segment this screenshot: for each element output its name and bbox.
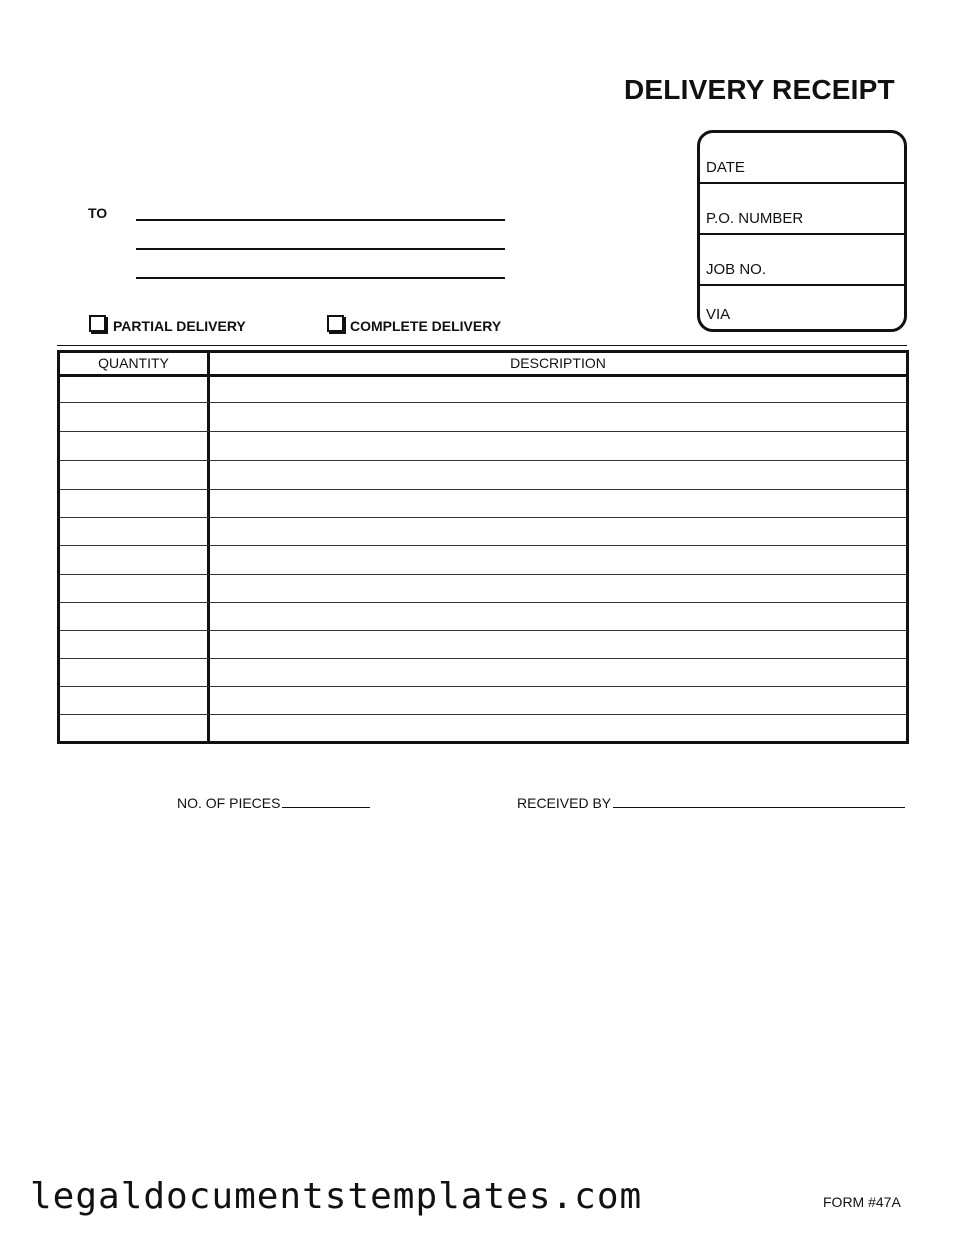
table-row[interactable] <box>60 714 906 715</box>
quantity-header: QUANTITY <box>98 355 169 371</box>
pieces-label: NO. OF PIECES <box>177 795 281 811</box>
job-number-field[interactable] <box>700 235 904 286</box>
table-row[interactable] <box>60 602 906 603</box>
date-label: DATE <box>706 159 745 176</box>
form-number: FORM #47A <box>823 1194 901 1210</box>
via-label: VIA <box>706 306 731 323</box>
watermark: legaldocumentstemplates.com <box>30 1176 643 1217</box>
pieces-field <box>177 795 370 811</box>
received-by-label: RECEIVED BY <box>517 795 612 811</box>
info-box <box>697 130 907 332</box>
table-row[interactable] <box>60 658 906 659</box>
partial-delivery-checkbox[interactable] <box>89 315 106 332</box>
table-row[interactable] <box>60 460 906 461</box>
table-row[interactable] <box>60 517 906 518</box>
po-number-field[interactable] <box>700 184 904 235</box>
table-row[interactable] <box>60 630 906 631</box>
date-field[interactable] <box>700 133 904 184</box>
table-row[interactable] <box>60 431 906 432</box>
header-rule <box>60 374 906 377</box>
complete-delivery-label: COMPLETE DELIVERY <box>350 318 502 334</box>
to-label: TO <box>88 205 108 221</box>
column-divider <box>207 353 210 741</box>
to-address-line-2[interactable] <box>136 248 505 250</box>
table-row[interactable] <box>60 402 906 403</box>
to-address-line-3[interactable] <box>136 277 505 279</box>
partial-delivery-label: PARTIAL DELIVERY <box>113 318 246 334</box>
page-title: DELIVERY RECEIPT <box>624 74 895 105</box>
to-address-line-1[interactable] <box>136 219 505 221</box>
table-row[interactable] <box>60 686 906 687</box>
table-row[interactable] <box>60 574 906 575</box>
pieces-input[interactable] <box>282 795 370 808</box>
via-field[interactable] <box>700 286 904 329</box>
job-number-label: JOB NO. <box>706 261 767 278</box>
complete-delivery-checkbox[interactable] <box>327 315 344 332</box>
table-row[interactable] <box>60 545 906 546</box>
description-header: DESCRIPTION <box>510 355 606 371</box>
received-by-input[interactable] <box>613 795 905 808</box>
items-table <box>57 350 909 744</box>
received-by-field <box>517 795 905 811</box>
divider <box>57 345 907 346</box>
po-number-label: P.O. NUMBER <box>706 210 804 227</box>
table-row[interactable] <box>60 489 906 490</box>
